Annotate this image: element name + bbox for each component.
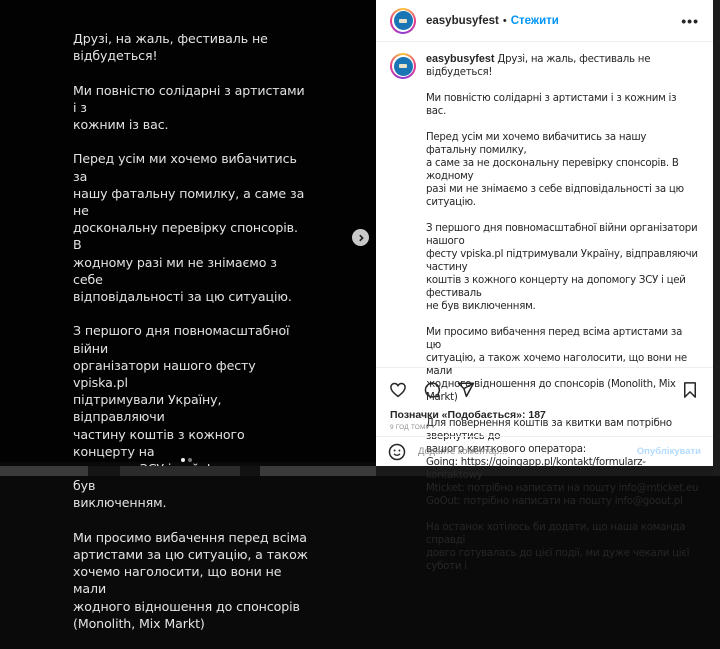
save-button[interactable]	[679, 379, 701, 401]
comment-button[interactable]	[421, 379, 443, 401]
comment-input[interactable]	[416, 445, 637, 458]
actions-area	[376, 367, 713, 431]
emoji-button[interactable]	[388, 443, 406, 461]
likes-count[interactable]: Позначки «Подобається»: 187	[390, 409, 546, 421]
share-button[interactable]	[455, 379, 477, 401]
logo-icon	[399, 19, 407, 23]
carousel-dot	[188, 458, 192, 462]
caption-paragraph: Ми просимо вибачення перед всіма артистами за цю ситуацію, а також хочемо наголосити, що вони не мали жодного відношення до спонсорів (Monolith, Mix Markt)	[426, 327, 687, 403]
bookmark-icon	[681, 381, 699, 399]
post-comment-button[interactable]: Опублікувати	[636, 446, 701, 457]
media-paragraph: Ми просимо вибачення перед всіма артистами за цю ситуацію, а також хочемо наголосити, що вони не мали жодного відношення до спонсорів (Monolith, Mix Markt)	[73, 529, 308, 631]
background-edge	[713, 0, 720, 476]
comment-icon	[423, 381, 441, 399]
chevron-right-icon	[357, 234, 365, 242]
post-sidebar	[376, 0, 713, 572]
carousel-indicator	[181, 458, 192, 462]
avatar[interactable]	[390, 8, 416, 34]
carousel-dot-active	[181, 458, 185, 462]
caption-avatar[interactable]	[390, 53, 416, 79]
media-text	[73, 30, 308, 649]
post-timestamp[interactable]: 9 ГОД ТОМУ	[390, 424, 430, 431]
logo-icon	[399, 64, 407, 68]
share-icon	[457, 381, 475, 399]
caption-paragraph: Перед усім ми хочемо вибачитись за нашу фатальну помилку, а саме за не доскональну перевірку спонсорів. В жодному разі ми не знімаємо з себе відповідальності за цю ситуацію.	[426, 132, 684, 208]
caption-paragraph: На останок хотілось би додати, що наша команда справді довго готувалась до цієї події, ми дуже чекали цієї суботи і	[426, 522, 690, 572]
separator: •	[502, 14, 507, 27]
caption-paragraph: Ми повністю солідарні з артистами і з кожним із вас.	[426, 93, 677, 117]
comment-bar	[376, 436, 713, 466]
heart-icon	[389, 381, 407, 399]
post-header	[376, 0, 713, 42]
media-paragraph: Друзі, на жаль, фестиваль не відбудеться!	[73, 31, 268, 64]
caption-username[interactable]: easybusyfest	[426, 53, 495, 65]
like-button[interactable]	[387, 379, 409, 401]
more-options-icon[interactable]: •••	[681, 12, 699, 29]
username-link[interactable]: easybusyfest	[426, 14, 499, 27]
caption-paragraph: Для повернення коштів за квитки вам потрібно звернутись до вашого квиткового оператора: Going: https://goingapp.pl/kontakt/formularz-kontaktowy Mticket: потрібно написати на пошту info@mticket.eu GoOut: потрібно написати на пошту info@goout.pl	[426, 418, 699, 507]
carousel-next-button[interactable]	[352, 229, 369, 246]
follow-button[interactable]: Стежити	[510, 14, 559, 27]
media-paragraph: З першого дня повномасштабної війни організатори нашого фесту vpiska.pl підтримували Україну, відправляючи частину коштів з кожного концерту на був виключенням.	[73, 323, 290, 511]
action-bar	[376, 368, 713, 401]
media-paragraph: Ми повністю солідарні з артистами і з кожним із вас.	[73, 82, 305, 132]
media-paragraph: Перед усім ми хочемо вибачитись за нашу фатальну помилку, а саме за не доскональну перевірку спонсорів. В жодному разі ми не знімаємо з себе відповідальності за цю ситуацію.	[73, 151, 305, 305]
emoji-icon	[388, 443, 406, 461]
caption-first-line: Друзі, на жаль, фестиваль не відбудеться!	[426, 54, 651, 78]
caption-paragraph: З першого дня повномасштабної війни організатори нашого фесту vpiska.pl підтримували Україну, відправляючи частину коштів з кожного концерту на допомогу ЗСУ і цей фестиваль не був виключенням.	[426, 223, 698, 312]
